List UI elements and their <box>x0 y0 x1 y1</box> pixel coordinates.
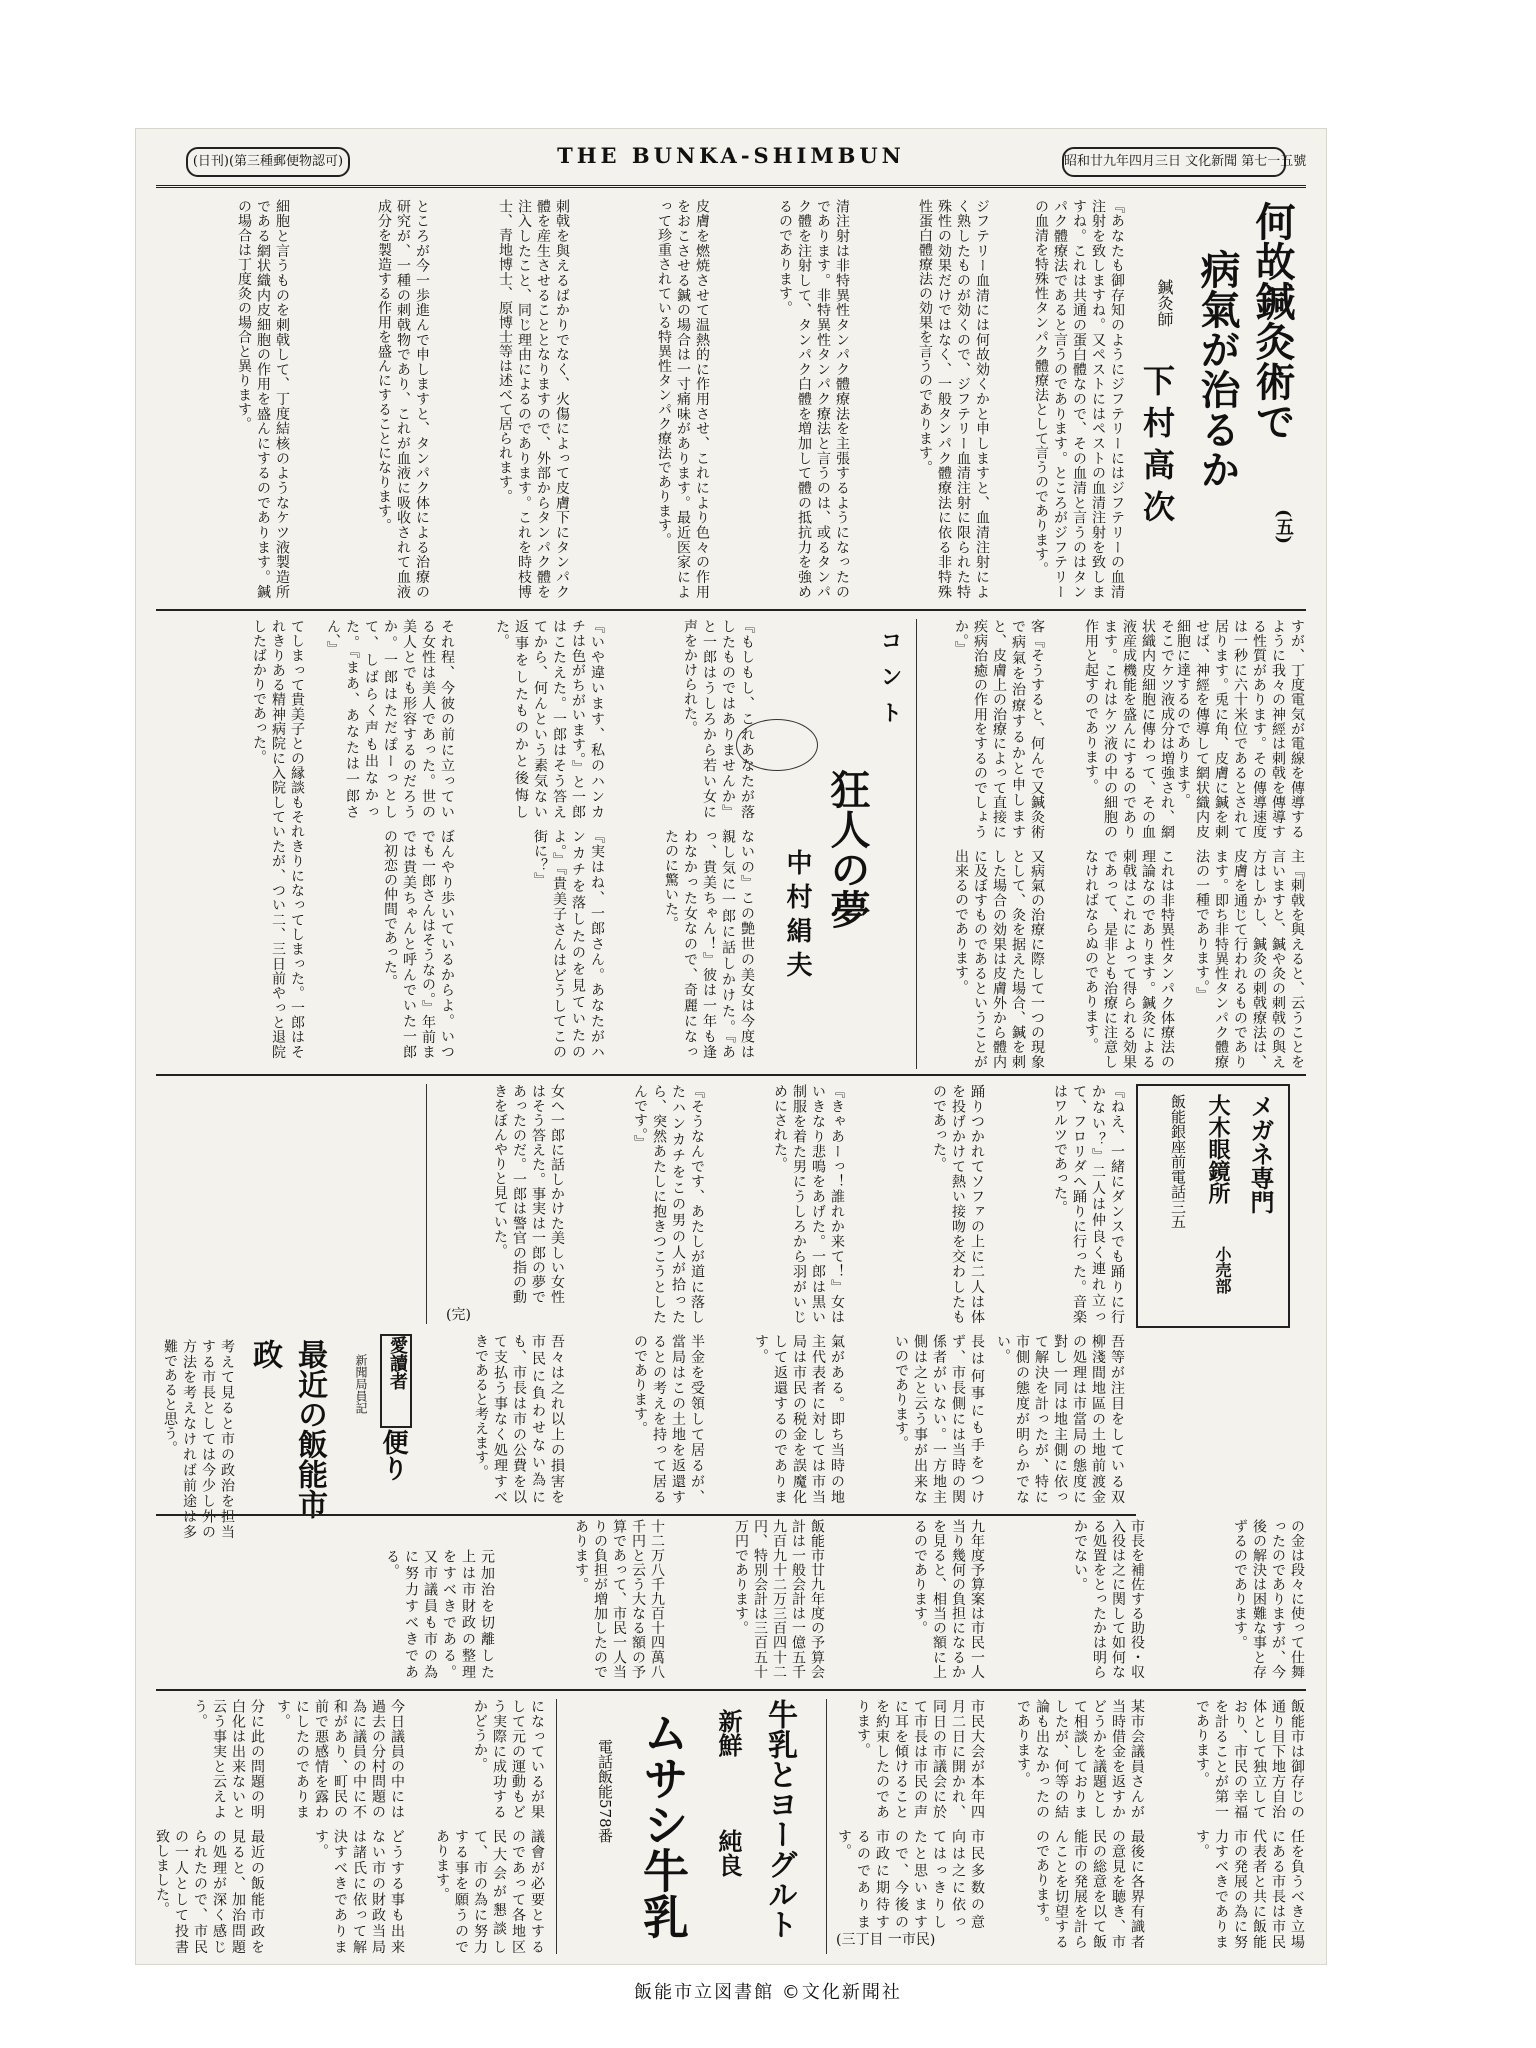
milk-ad <box>566 1699 816 1954</box>
section-rule <box>156 609 1306 611</box>
megane-ad-branch: 小売部 <box>1213 1246 1232 1294</box>
masthead-right-box: 昭和廿九年四月三日 文化新聞 第七一五號 <box>1062 147 1286 177</box>
article2-column: 主『刺戟を與えると、云うことを言いますと、鍼や灸の刺戟の與え方はしかし、鍼灸の刺戟療法は、皮膚を通じて行われるものであります。即ち非特異性タンパク體療法の一種であります。』 <box>1194 849 1305 1069</box>
conte-column: てしまって貴美子との縁談もそれきりになってしまった。一郎はそれきりある精神病院に入院していたが、つい二、三日前やっと退院したばかりであった。 <box>251 619 305 1059</box>
section-rule <box>156 1514 1136 1516</box>
milk-ad-line1: 牛乳とヨーグルト <box>762 1699 797 1939</box>
article1-byline-role: 鍼灸師 <box>1155 279 1174 327</box>
bottom-column: 某市会議員さんが当時借金を返すかどうかを議題として相談しておりましたが、何等の結論も出なかったのであります。 <box>1015 1699 1145 1819</box>
article1-title-line2: 病氣が治るか <box>1194 249 1241 489</box>
bottom-column: 任を負うべき立場にある市長は市民代表者と共に飯能市の発展の為に努力すべきであります。 <box>1194 1829 1305 1949</box>
conte-column: 『いや違います、私のハンカチは色がちがいます。』と一郎はこたえた。一郎はそう答えてから、何んという素気ない返事をしたものかと後悔した。 <box>494 619 605 819</box>
megane-ad <box>1136 1084 1290 1328</box>
column-divider <box>426 1084 427 1324</box>
section-rule <box>156 1074 1306 1076</box>
conte-label: コント <box>877 629 903 737</box>
final-column: 最近の飯能市政を見ると、加治問題の処理が深く感じられたので、市民の一人として投書致しました。 <box>154 1829 265 1954</box>
conte-column: 『実はね、一郎さん。あなたがハンカチを落したのを見ていたのよ。』『貴美子さんはどうしてこの街に？』 <box>532 829 605 1059</box>
conte-column: 『もしもし、これあなたが落したものではありませんか』と一郎はうしろから若い女に声をかけられた。 <box>682 619 755 819</box>
article2-column: すが、丁度電気が電線を傳導するように我々の神經は刺戟を傳導する性質があります。その傳導速度は一秒に六十米位であるとされて居ります。兎に角、皮膚に鍼を刺せば、神經を傳導して網状織内皮細胞に達するのであります。 <box>1175 619 1305 839</box>
section-rule <box>156 1689 1306 1691</box>
final-column: どうする事も出来ない市の財政当局は諸氏に依って解決すべきであります。 <box>313 1829 405 1954</box>
conte-column: それ程、今彼の前に立っている女性は美人であった。世の美人とでも形容するのだろうか。一郎はただぽーっとして、しばらく声も出なかった。『まあ、あなたは一郎さん、』 <box>325 619 455 819</box>
article1-column: 清注射は非特異性タンパク體療法を主張するようになったのであります。非特異性タンパク療法と言うのは、或るタンパク體を注射して、タンパク白體を増加して體の抵抗力を強めるのであります。 <box>777 199 850 599</box>
letters-column: 半金を受領して居るが、當局はこの土地を返還するとの考えを持って居るのであります。 <box>632 1334 705 1504</box>
megane-ad-address: 飯能銀座前電話三五 <box>1169 1094 1187 1229</box>
conte-end-mark: (完) <box>446 1307 471 1323</box>
letters-column: 吾等が注目をしている双柳淺間地區の土地前渡金の処理は市當局の態度に對し一同は地主側に依って解決を計ったが、特に市側の態度が明らかでない。 <box>995 1334 1125 1504</box>
milk-ad-brand: ムサシ牛乳 <box>636 1709 690 1939</box>
article1-byline-name: 下村高次 <box>1138 364 1176 532</box>
report-column: 九年度予算案は市民一人当り幾何の負担になるかを見ると、相当の額に上るのであります。 <box>912 1519 985 1679</box>
megane-ad-title: メガネ専門 <box>1246 1094 1275 1214</box>
final-column: 議會が必要とするのであって各地区民大会が懇談して、市の為に努力する事を願うのであります。 <box>434 1829 545 1954</box>
article1-title-number: (五) <box>1273 509 1294 545</box>
report-column: 元加治を切離した上は市財政の整理をすべきである。又市議員も市の為に努力すべきである。 <box>384 1549 495 1679</box>
report-column: 十二万八千九百十四萬八千円と云う大なる額の予算であって、市民一人当りの負担が増加したのであります。 <box>573 1519 665 1679</box>
article2-column: そこでケツ液成分は増強され、網状織内皮細胞に傳わって、その血液産成機能を盛んにするのであります。これはケツ液の中の細胞の作用と起すのであります。 <box>1083 619 1175 839</box>
article1-column: 刺戟を與えるばかりでなく、火傷によって皮膚下にタンパク體を産生させることとなりますので、外部からタンパク體を注入したこと、同じ理由によるのであります。これを時枝博士、青地博士、原博士等は述べて居られます。 <box>497 199 570 600</box>
conte-column: 『そうなんです、あたしが道に落したハンカチをこの男の人が拾ったら、突然あたしに抱きつこうとしたんです。』 <box>632 1084 705 1324</box>
letters-header <box>336 1334 416 1514</box>
megane-ad-shop: 大木眼鏡所 <box>1205 1094 1231 1204</box>
newspaper-page <box>135 128 1327 1965</box>
milk-ad-phone: 電話飯能578番 <box>596 1739 614 1843</box>
column-divider <box>556 1699 557 1954</box>
milk-ad-line3: 純良 <box>714 1829 743 1877</box>
article1-title-line1: 何故鍼灸術で <box>1249 201 1296 441</box>
bottom-column: 市民多数の意向は之に依ってはっきりしたと思いますので、今後の市政に期待するのであります。 <box>836 1829 985 1929</box>
article2-column: 客『そうすると、何んで又鍼灸術で病氣を治療するかと申しますと、皮膚上の治療によって直接に疾病治癒の作用をするのでしょうか。』 <box>953 619 1045 839</box>
letters-header-sub: 新聞局員記 <box>354 1354 368 1414</box>
bottom-column: 市民大会が本年四月二日に開かれ、同日の市議会に於て市長は市民の声に耳を傾けることを約束したのであります。 <box>855 1699 985 1819</box>
letters-column: 考えて見ると市の政治を担当する市長としては今少し外の方法を考えなければ前途は多難であると思う。 <box>162 1339 235 1539</box>
article1-column: ジフテリー血清には何故効くかと申しますと、血清注射によく熟したものが効くので、ジフテリー血清注射に限られた特殊性の効果だけではなく、一般タンパク體療法に依る非特殊性蛋白體療法の効果を言うのであります。 <box>917 199 990 599</box>
report-column: 飯能市廿九年度の予算会計は一般会計は一億五千九百九十二万三百四十二円、特別会計は三百五十万円であります。 <box>733 1519 825 1679</box>
final-column: になっているが果して元の運動もどう実際に成功するかどうか。 <box>472 1699 545 1819</box>
conte-column: 踊りつかれてソファの上に二人は体を投げかけて熱い接吻を交わしたものであった。 <box>931 1084 985 1324</box>
letters-tag: 愛讀者 <box>380 1334 412 1428</box>
letters-title-line1: 最近の飯能市 <box>292 1339 327 1519</box>
article1-column: 皮膚を燃焼させて温熱的に作用させ、これにより色々の作用をおこさせる鍼の場合は一寸痛味があります。最近医家によって珍重されている特異性タンパク療法であります。 <box>656 199 710 599</box>
article2-column: 又病氣の治療に際して一つの現象として、灸を据えた場合、鍼を刺した場合の効果は皮膚外から體内に及ぼすものであるということが出来るのであります。 <box>953 849 1045 1069</box>
milk-ad-line2: 新鮮 <box>714 1709 743 1757</box>
article1-column: 細胞と言うものを刺戟して、丁度結核のようなケツ液製造所である網状織内皮細胞の作用を盛んにするのであります。鍼の場合は丁度灸の場合と異ります。 <box>236 199 290 599</box>
letters-column: 長は何事にも手をつけず、市長側には当時の関係者がいない。一方地主側は之と云う事が出来ないのであります。 <box>893 1334 985 1504</box>
bottom-column: 飯能市は御存じの通り目下地方自治体として独立しており、市民の幸福を計ることが第一であります。 <box>1194 1699 1305 1819</box>
masthead-left-box: (日刊)(第三種郵便物認可) <box>186 147 350 177</box>
conte-column: ないの』この艶世の美女は今度は親し気に一郎に話しかけた。『あっ、貴美ちゃん！』彼は一年も逢わなかった女なので、奇麗になったのに驚いた。 <box>663 829 755 1059</box>
column-divider <box>826 1699 827 1954</box>
masthead <box>156 137 1306 188</box>
final-column: 今日議員の中には過去の分村問題の為に議員の中に不和があり、町民の前で悪感情を露わにしたのであります。 <box>275 1699 405 1819</box>
footer-credit: 飯能市立図書館 ©文化新聞社 <box>634 1982 902 2003</box>
column-divider <box>916 619 917 1069</box>
report-column: の金は段々に使って仕舞ったのでありますが、今後の解決は困難な事と存ずるのであります。 <box>1232 1519 1305 1679</box>
article1-column: ところが今一歩進んで申しますと、タンパク体による治療の研究が、一種の刺戟物であり、これが血液に吸收されて血液成分を製造する作用を盛んにすることになります。 <box>376 199 430 599</box>
letters-column: 吾々は之れ以上の損害を市民に負わせない為にも、市長は市の公費を以て支払う事なく処理すべきであると考えます。 <box>473 1334 565 1504</box>
report-column: 市長を補佐する助役・収入役は之に関して如何なる処置をとったかは明らかでない。 <box>1072 1519 1145 1679</box>
conte-author: 中村絹夫 <box>782 849 812 985</box>
conte-column: 『きゃあーっ！誰れか来て！』女はいきなり悲鳴をあげた。一郎は黒い制服を着た男にうしろから羽がいじめにされた。 <box>772 1084 845 1324</box>
article2-column: これは非特異性タンパク体療法の理論なのであります。鍼灸による刺戟はこれによって得られる効果であって、是非とも治療に注意しなければならぬのであります。 <box>1083 849 1175 1069</box>
conte-column: ぼんやり歩いているからよ。いつでも一郎さんはそうなの。』年前までは貴美ちゃんと呼んでいた一郎の初恋の仲間であった。 <box>382 829 455 1059</box>
conte-column: 女へ一郎に話しかけた美しい女性はそう答えた。事実は一郎の夢であったのだ。一郎は警官の指の動きをぼんやりと見ていた。 <box>492 1084 565 1304</box>
conte-column: 『ねえ、一緒にダンスでも踊りに行かない？』二人は仲良く連れ立って、フロリダへ踊りに行った。音楽はワルツであった。 <box>1052 1084 1125 1324</box>
masthead-title: THE BUNKA-SHIMBUN <box>557 143 905 168</box>
letters-title-line2: 政 <box>247 1339 282 1369</box>
article1-column: 『あなたも御存知のようにジフテリーにはジフテリーの血清注射を致しますね。又ペストにはペストの血清注射を致しますね。これは共通の蛋白體なので、その血清と言うのはタンパク體療法であると言うのであります。ところがジフテリーの血清を特殊性タンパク體療法として言うのであります。 <box>1033 199 1125 599</box>
bottom-column: 最後に各界有識者の意見を聴き、市民の総意を以て飯能市の発展を計らんことを切望するのであります。 <box>1034 1829 1145 1949</box>
bottom-signature: (三丁目 一市民) <box>836 1932 936 1948</box>
conte-title: 狂人の夢 <box>824 769 871 929</box>
letters-header-main: 便り <box>378 1429 408 1481</box>
letters-column: 氣がある。即ち当時の地主代表者に対しては市当局は市民の税金を誤魔化して返還するのであります。 <box>753 1334 845 1504</box>
final-column: 分に此の問題の明白化は出来ないと云う事実と云えよう。 <box>192 1699 265 1819</box>
